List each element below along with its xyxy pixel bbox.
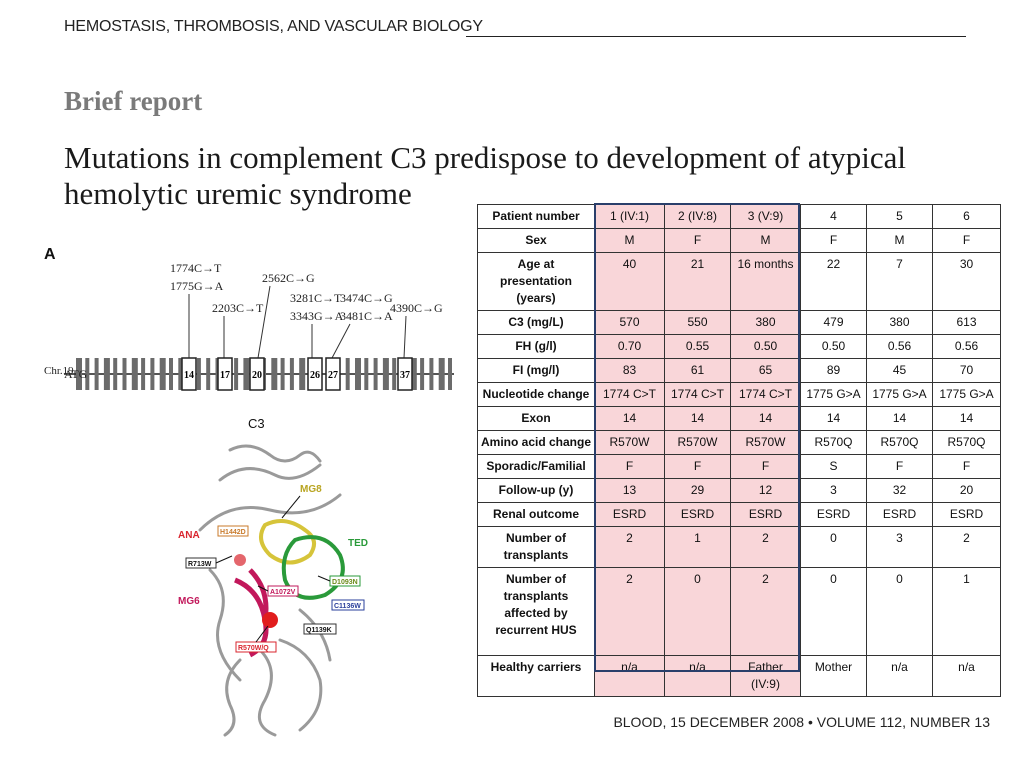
table-cell: 0 xyxy=(801,568,867,656)
table-cell: ESRD xyxy=(665,503,731,527)
exon-label: 26 xyxy=(310,370,320,381)
table-row xyxy=(478,479,1001,503)
exon-bar xyxy=(383,358,389,390)
table-row xyxy=(478,656,1001,697)
table-cell: M xyxy=(731,229,801,253)
patient-table-container xyxy=(477,204,1001,697)
exon-bar xyxy=(290,358,294,390)
mutation-label: 4390C→G xyxy=(390,301,443,315)
domain-mg8 xyxy=(261,521,314,563)
mutation-label: 2203C→T xyxy=(212,301,264,315)
mutation-label: 1774C→T xyxy=(170,261,222,275)
mutation-label: 2562C→G xyxy=(262,271,315,285)
table-cell: 32 xyxy=(867,479,933,503)
table-cell: M xyxy=(595,229,665,253)
table-cell: 570 xyxy=(595,311,665,335)
row-header: Nucleotide change xyxy=(478,383,595,407)
exon-label: 14 xyxy=(184,370,194,381)
table-cell: 2 (IV:8) xyxy=(665,205,731,229)
table-cell: 61 xyxy=(665,359,731,383)
table-cell: 0.56 xyxy=(867,335,933,359)
row-header: Sex xyxy=(478,229,595,253)
table-row xyxy=(478,229,1001,253)
exon-bar xyxy=(197,358,201,390)
table-cell: 1 xyxy=(933,568,1001,656)
table-cell: 14 xyxy=(933,407,1001,431)
table-row xyxy=(478,527,1001,568)
table-cell: ESRD xyxy=(867,503,933,527)
domain-label-ted: TED xyxy=(348,538,368,549)
row-header: Patient number xyxy=(478,205,595,229)
table-row xyxy=(478,335,1001,359)
table-cell: 65 xyxy=(731,359,801,383)
table-cell: 21 xyxy=(665,253,731,311)
table-cell: 16 months xyxy=(731,253,801,311)
domain-label-mg6: MG6 xyxy=(178,596,200,607)
exon-bar xyxy=(299,358,305,390)
table-row xyxy=(478,407,1001,431)
footer-citation: BLOOD, 15 DECEMBER 2008 • VOLUME 112, NUMBER 13 xyxy=(613,714,990,730)
row-header: Number of transplants xyxy=(478,527,595,568)
table-cell: 0.50 xyxy=(801,335,867,359)
domain-label-mg8: MG8 xyxy=(300,484,322,495)
table-cell: 89 xyxy=(801,359,867,383)
exon-bar xyxy=(206,358,210,390)
table-cell: 14 xyxy=(595,407,665,431)
exon-bar xyxy=(113,358,117,390)
variant-label: A1072V xyxy=(270,589,296,596)
table-cell: F xyxy=(731,455,801,479)
table-cell: 0.50 xyxy=(731,335,801,359)
exon-bar xyxy=(374,358,378,390)
exon-bar xyxy=(234,358,238,390)
table-cell: F xyxy=(665,229,731,253)
table-cell: 1 (IV:1) xyxy=(595,205,665,229)
table-cell: R570Q xyxy=(933,431,1001,455)
variant-label: Q1139K xyxy=(306,627,332,634)
journal-section-header: HEMOSTASIS, THROMBOSIS, AND VASCULAR BIOLOGY xyxy=(64,18,483,35)
mutation-label: 3343G→A xyxy=(290,309,344,323)
table-cell: 1774 C>T xyxy=(595,383,665,407)
paper-title: Mutations in complement C3 predispose to development of atypical hemolytic uremic syndrome xyxy=(64,140,906,211)
table-cell: 30 xyxy=(933,253,1001,311)
table-cell: 22 xyxy=(801,253,867,311)
table-cell: 70 xyxy=(933,359,1001,383)
table-row xyxy=(478,383,1001,407)
exon-bar xyxy=(420,358,424,390)
table-cell: F xyxy=(933,455,1001,479)
table-cell: 1775 G>A xyxy=(801,383,867,407)
table-cell: Mother xyxy=(801,656,867,697)
table-cell: 0 xyxy=(801,527,867,568)
table-cell: 1775 G>A xyxy=(933,383,1001,407)
table-row xyxy=(478,359,1001,383)
table-cell: 0.56 xyxy=(933,335,1001,359)
variant-label: H1442D xyxy=(220,529,246,536)
table-cell: 3 xyxy=(867,527,933,568)
table-cell: 380 xyxy=(731,311,801,335)
table-cell: ESRD xyxy=(595,503,665,527)
table-cell: 12 xyxy=(731,479,801,503)
table-cell: n/a xyxy=(933,656,1001,697)
table-cell: 14 xyxy=(801,407,867,431)
exon-bar xyxy=(104,358,110,390)
table-cell: 1774 C>T xyxy=(665,383,731,407)
table-cell: 40 xyxy=(595,253,665,311)
table-cell: 2 xyxy=(731,527,801,568)
table-row xyxy=(478,253,1001,311)
row-header: Follow-up (y) xyxy=(478,479,595,503)
table-cell: 3 (V:9) xyxy=(731,205,801,229)
exon-bar xyxy=(160,358,166,390)
exon-bar xyxy=(132,358,138,390)
table-cell: 6 xyxy=(933,205,1001,229)
mutation-label: 3281C→T xyxy=(290,291,342,305)
table-cell: 550 xyxy=(665,311,731,335)
table-cell: 5 xyxy=(867,205,933,229)
exon-bar xyxy=(141,358,145,390)
table-cell: 2 xyxy=(933,527,1001,568)
table-row xyxy=(478,311,1001,335)
table-cell: 4 xyxy=(801,205,867,229)
row-header: Healthy carriers xyxy=(478,656,595,697)
table-cell: R570Q xyxy=(867,431,933,455)
panel-label: A xyxy=(44,246,56,263)
row-header: Age at presentation (years) xyxy=(478,253,595,311)
exon-bar xyxy=(355,358,361,390)
table-cell: 20 xyxy=(933,479,1001,503)
table-cell: 0 xyxy=(665,568,731,656)
table-row xyxy=(478,568,1001,656)
table-cell: ESRD xyxy=(801,503,867,527)
chromosome-label: Chr.19 xyxy=(44,365,74,377)
gene-diagram xyxy=(44,250,464,410)
section-label: Brief report xyxy=(64,86,203,116)
table-cell: n/a xyxy=(867,656,933,697)
mutation-label: 1775G→A xyxy=(170,279,224,293)
exon-bar xyxy=(346,358,350,390)
exon-label: 20 xyxy=(252,370,262,381)
row-header: Sporadic/Familial xyxy=(478,455,595,479)
mutation-label: 3474C→G xyxy=(340,291,393,305)
table-cell: 13 xyxy=(595,479,665,503)
table-cell: 45 xyxy=(867,359,933,383)
table-cell: 3 xyxy=(801,479,867,503)
table-cell: 1774 C>T xyxy=(731,383,801,407)
table-cell: F xyxy=(595,455,665,479)
table-cell: n/a xyxy=(665,656,731,697)
exon-label: 17 xyxy=(220,370,230,381)
protein-structure xyxy=(170,410,380,740)
table-cell: 1775 G>A xyxy=(867,383,933,407)
table-cell: F xyxy=(665,455,731,479)
table-cell: Father (IV:9) xyxy=(731,656,801,697)
row-header: C3 (mg/L) xyxy=(478,311,595,335)
header-rule xyxy=(466,36,966,37)
exon-bar xyxy=(281,358,285,390)
table-cell: 1 xyxy=(665,527,731,568)
table-row xyxy=(478,205,1001,229)
table-row xyxy=(478,431,1001,455)
exon-bar xyxy=(448,358,452,390)
table-row xyxy=(478,455,1001,479)
table-cell: 29 xyxy=(665,479,731,503)
table-row xyxy=(478,503,1001,527)
exon-bar xyxy=(439,358,445,390)
table-cell: 0 xyxy=(867,568,933,656)
exon-bar xyxy=(364,358,368,390)
row-header: FH (g/l) xyxy=(478,335,595,359)
row-header: Exon xyxy=(478,407,595,431)
exon-bar xyxy=(392,358,396,390)
table-cell: R570Q xyxy=(801,431,867,455)
ana-site-marker xyxy=(234,554,246,566)
table-cell: 2 xyxy=(595,568,665,656)
table-cell: F xyxy=(867,455,933,479)
row-header: Number of transplants affected by recurrent HUS xyxy=(478,568,595,656)
table-cell: S xyxy=(801,455,867,479)
table-cell: 2 xyxy=(731,568,801,656)
domain-label-ana: ANA xyxy=(178,530,200,541)
table-cell: n/a xyxy=(595,656,665,697)
exon-bar xyxy=(243,358,249,390)
table-cell: 14 xyxy=(731,407,801,431)
table-cell: F xyxy=(933,229,1001,253)
variant-label: D1093N xyxy=(332,579,358,586)
table-cell: 7 xyxy=(867,253,933,311)
table-cell: ESRD xyxy=(933,503,1001,527)
variant-label: R713W xyxy=(188,561,212,568)
exon-label: 37 xyxy=(400,370,410,381)
exon-bar xyxy=(95,358,99,390)
table-cell: 0.70 xyxy=(595,335,665,359)
table-cell: M xyxy=(867,229,933,253)
row-header: Renal outcome xyxy=(478,503,595,527)
table-cell: 14 xyxy=(665,407,731,431)
r570-site-marker xyxy=(262,612,278,628)
table-cell: 83 xyxy=(595,359,665,383)
table-cell: R570W xyxy=(665,431,731,455)
table-cell: R570W xyxy=(595,431,665,455)
table-cell: F xyxy=(801,229,867,253)
table-cell: 2 xyxy=(595,527,665,568)
exon-label: 27 xyxy=(328,370,338,381)
row-header: FI (mg/l) xyxy=(478,359,595,383)
variant-label: C1136W xyxy=(334,603,361,610)
variant-label: R570W/Q xyxy=(238,645,269,652)
table-cell: 479 xyxy=(801,311,867,335)
exon-bar xyxy=(271,358,277,390)
start-label: ATG xyxy=(64,367,88,381)
exon-bar xyxy=(150,358,154,390)
row-header: Amino acid change xyxy=(478,431,595,455)
exon-bar xyxy=(169,358,173,390)
table-cell: 380 xyxy=(867,311,933,335)
table-cell: ESRD xyxy=(731,503,801,527)
table-cell: 613 xyxy=(933,311,1001,335)
structure-title: C3 xyxy=(248,416,265,431)
exon-bar xyxy=(123,358,127,390)
mutation-label: 3481C→A xyxy=(340,309,393,323)
table-cell: R570W xyxy=(731,431,801,455)
table-cell: 0.55 xyxy=(665,335,731,359)
table-cell: 14 xyxy=(867,407,933,431)
patient-table xyxy=(477,204,1001,697)
exon-bar xyxy=(429,358,433,390)
